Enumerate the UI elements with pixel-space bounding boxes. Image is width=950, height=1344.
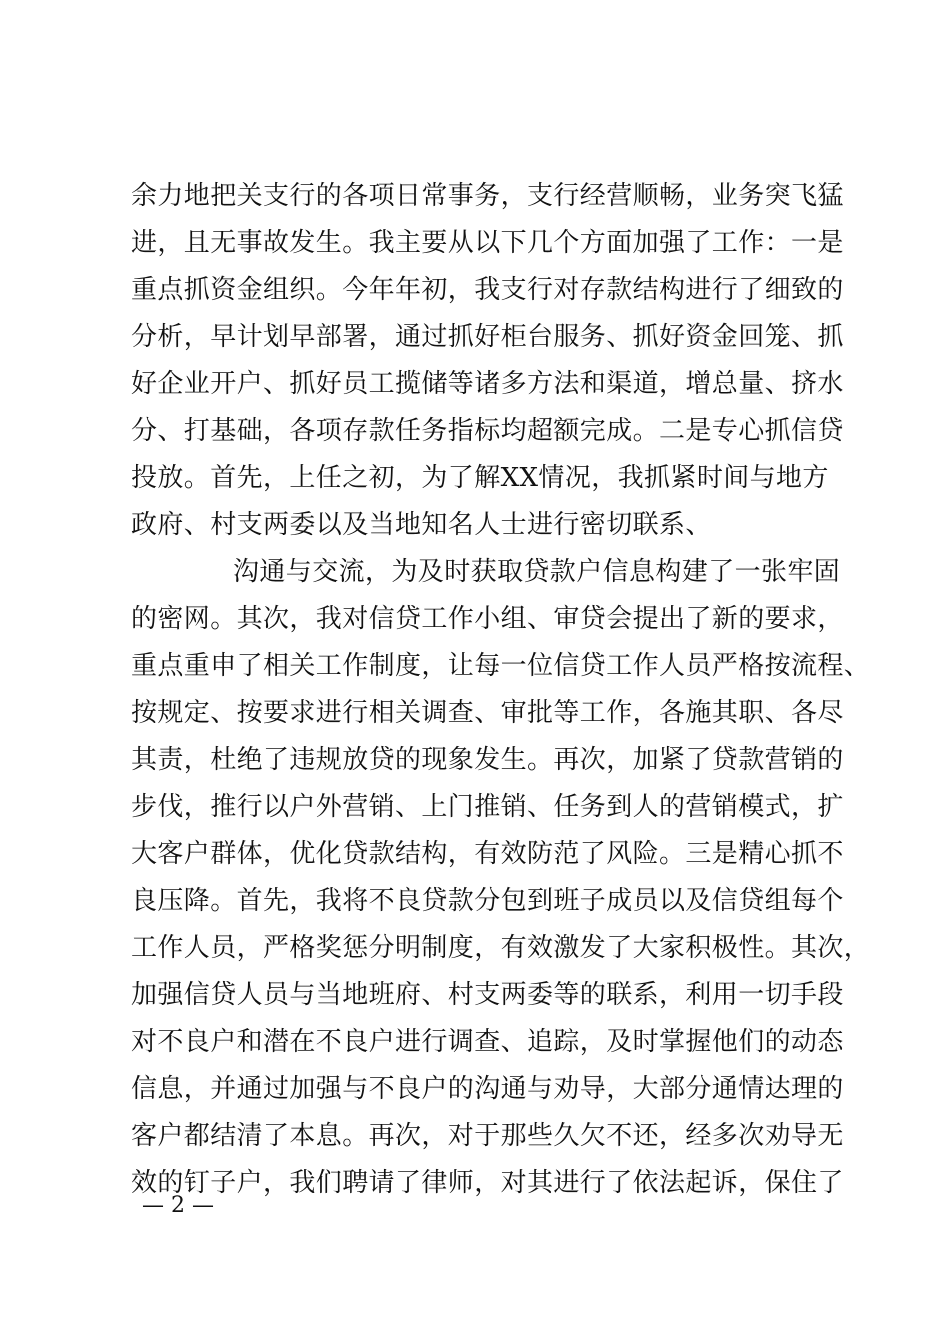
body-text-line: 良压降。首先，我将不良贷款分包到班子成员以及信贷组每个	[131, 886, 844, 916]
paragraph-first-line: 沟通与交流，为及时获取贷款户信息构建了一张牢固	[233, 557, 841, 587]
body-text-line: 重点抓资金组织。今年年初，我支行对存款结构进行了细致的	[131, 275, 844, 305]
body-text-line: 步伐，推行以户外营销、上门推销、任务到人的营销模式，扩	[131, 792, 844, 822]
body-text-line: 大客户群体，优化贷款结构，有效防范了风险。三是精心抓不	[131, 839, 844, 869]
body-text-line: 效的钉子户，我们聘请了律师，对其进行了依法起诉，保住了	[131, 1168, 844, 1198]
body-text-line: 投放。首先，上任之初，为了解XX情况，我抓紧时间与地方	[131, 463, 829, 493]
body-text-line: 重点重申了相关工作制度，让每一位信贷工作人员严格按流程、	[131, 651, 871, 681]
body-text-line: 加强信贷人员与当地班府、村支两委等的联系，利用一切手段	[131, 980, 844, 1010]
page-number: — 2 —	[142, 1193, 214, 1218]
body-text-line: 按规定、按要求进行相关调查、审批等工作，各施其职、各尽	[131, 698, 844, 728]
body-text-line: 的密网。其次，我对信贷工作小组、审贷会提出了新的要求，	[131, 604, 844, 634]
body-text-line: 对不良户和潜在不良户进行调查、追踪，及时掌握他们的动态	[131, 1027, 844, 1057]
body-text-line: 分析，早计划早部署，通过抓好柜台服务、抓好资金回笼、抓	[131, 322, 844, 352]
body-text-line: 信息，并通过加强与不良户的沟通与劝导，大部分通情达理的	[131, 1074, 844, 1104]
body-text-line: 政府、村支两委以及当地知名人士进行密切联系、	[131, 510, 712, 540]
body-text-line: 工作人员，严格奖惩分明制度，有效激发了大家积极性。其次，	[131, 933, 871, 963]
body-text-line: 分、打基础，各项存款任务指标均超额完成。二是专心抓信贷	[131, 416, 844, 446]
body-text-line: 其责，杜绝了违规放贷的现象发生。再次，加紧了贷款营销的	[131, 745, 844, 775]
body-text-line: 余力地把关支行的各项日常事务，支行经营顺畅，业务突飞猛	[131, 181, 844, 211]
body-text-line: 客户都结清了本息。再次，对于那些久欠不还，经多次劝导无	[131, 1121, 844, 1151]
body-text-line: 进，且无事故发生。我主要从以下几个方面加强了工作：一是	[131, 228, 844, 258]
body-text-line: 好企业开户、抓好员工揽储等诸多方法和渠道，增总量、挤水	[131, 369, 844, 399]
